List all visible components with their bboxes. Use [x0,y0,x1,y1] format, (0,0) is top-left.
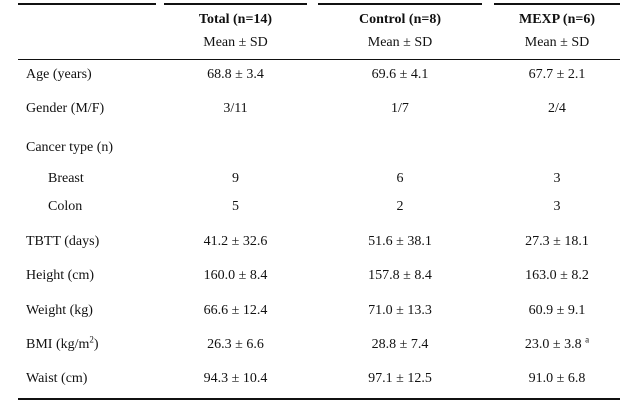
cell-height-mexp: 163.0 ± 8.2 [525,268,589,283]
cell-tbtt-mexp: 27.3 ± 18.1 [525,234,589,249]
bmi-label-superscript: 2 [89,334,94,345]
cell-waist-mexp: 91.0 ± 6.8 [528,371,586,386]
cell-age-mexp: 67.7 ± 2.1 [528,67,586,82]
cell-bmi-mexp [494,334,620,353]
row-label-colon: Colon [48,199,83,214]
stat-header-total: Mean ± SD [203,35,268,50]
stat-header-mexp: Mean ± SD [524,35,590,50]
bmi-label-text: BMI (kg/m [26,337,90,352]
row-label-weight: Weight (kg) [26,303,93,318]
cell-height-control: 157.8 ± 8.4 [368,268,432,283]
stat-header-control: Mean ± SD [367,35,433,50]
cell-weight-control: 71.0 ± 13.3 [368,303,432,318]
top-rule-left [18,3,156,5]
cell-bmi-control: 28.8 ± 7.4 [371,337,429,352]
row-label-age: Age (years) [26,67,92,82]
row-label-waist: Waist (cm) [26,371,88,386]
group-header-total: Total (n=14) [198,12,273,27]
row-label-gender: Gender (M/F) [26,101,105,116]
top-rule-mexp [494,3,620,5]
cell-weight-total: 66.6 ± 12.4 [203,303,268,318]
cell-tbtt-total: 41.2 ± 32.6 [203,234,268,249]
cell-waist-total: 94.3 ± 10.4 [203,371,268,386]
cell-waist-control: 97.1 ± 12.5 [368,371,432,386]
cell-tbtt-control: 51.6 ± 38.1 [368,234,432,249]
cell-age-total: 68.8 ± 3.4 [207,67,264,82]
group-header-mexp: MEXP (n=6) [518,12,596,27]
cell-gender-control: 1/7 [391,101,409,116]
cell-gender-mexp: 2/4 [548,101,566,116]
cell-colon-mexp: 3 [553,199,561,214]
cell-colon-total: 5 [232,199,239,214]
bmi-label-close: ) [93,337,99,352]
cell-breast-mexp: 3 [553,171,561,186]
bottom-rule [18,398,620,400]
row-label-bmi [26,334,99,353]
group-header-control: Control (n=8) [359,12,441,27]
cell-height-total: 160.0 ± 8.4 [203,268,268,283]
cell-breast-total: 9 [232,171,239,186]
top-rule-total [164,3,307,5]
cell-age-control: 69.6 ± 4.1 [371,67,429,82]
header-rule [18,59,620,60]
bmi-mexp-value: 23.0 ± 3.8 [524,337,582,352]
cell-weight-mexp: 60.9 ± 9.1 [528,303,586,318]
cell-gender-total: 3/11 [223,101,248,116]
row-label-breast: Breast [48,171,84,186]
cell-colon-control: 2 [396,199,404,214]
row-label-cancer-type: Cancer type (n) [26,140,114,155]
cell-bmi-total: 26.3 ± 6.6 [207,337,264,352]
bmi-footnote-marker: a [585,334,590,345]
cell-breast-control: 6 [396,171,404,186]
row-label-tbtt: TBTT (days) [26,234,100,249]
row-label-height: Height (cm) [26,268,95,283]
top-rule-control [318,3,482,5]
